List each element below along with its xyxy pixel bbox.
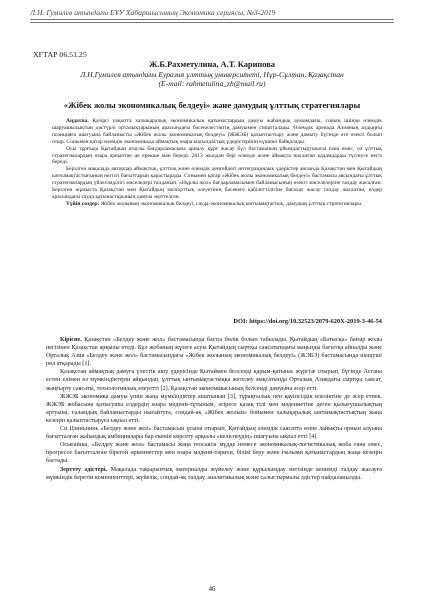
abstract-text: Берілген мақалада авторлар аймақтық, ұлттық және өлемдік деңгейдегі интеграциялық үдерістер аясында Қазақстан мен Қытайдың ынтымақтастығының негізгі бағыттарын қарастырады. Сонымен қатар «Жібек жолы экономикалық белдеуі» бастамасы аясындағы ұлттық стратегиялардың үйлесімділігі мәселелері талданып, «Нұрлы жол» бағдарламасымен байланысының өзекті мәселелеріне талдау жасалған. Берілген жұмыста Қазақстан мен Қытайдың экспорттық әлеуетінің бәсекеге қабілеттілігіне бағалау жасау талдау жасалған, елдер арасындағы сауда қатынастарының дамуы зерттелген. — [52, 166, 382, 200]
body-text: Қазақстан «Белдеу және жол» бастамасында басты бөлік болып табылады. Қытайдың «Батысқа» бағыр жолы негізінен Қазақстан арқылы өтеді. Бұл жобаның жүзеге асуы Қытайдың сыртқы саясатындағы маңызды бағытқа айналды және Орталық Азия «Белдеу және жол» бастамасындағы «Жібек жолының экономикалық белдеуі» (ЖЭБЭ) бастамасында шешуші рөл атқарады [1]. — [46, 337, 383, 368]
body-paragraph — [46, 368, 382, 392]
article-authors: Ж.Б.Рахметулина, А.Т. Карипова — [149, 60, 275, 69]
body-paragraph — [46, 466, 382, 482]
body-text: ЖЖЭБ экономика дамуы үшін жаңа мүмкіндіктер ашатынын [3], тұрақтылық пен қауіпсіздік өлеліктіне де әсер етпек. ЖЖЭБ жобасына қатысушы елдердің өзара мәдени-тұтыным, әсіресе қазақ тілі мен мәдениетіне деген қызығушылықтың артуына, ғаламдық байланыстарды нығайтуға, сондай-ақ «Жібек жолын» бойымен халықаралық ынтымақтастықтың жаңа кезеңін қалыптастыруға ықпал етті. — [46, 393, 382, 424]
article-body — [46, 336, 382, 482]
keywords-paragraph — [52, 201, 382, 208]
body-text: Мақалада тақырыптық материалды жүйелеу және құрылымдау негізінде кешенді талдау жасауға мүмкіндік беретін компоненттері, жүйелік, сондай-ақ талдау, аналитикалық және салыстырмалы әдістер пайдаланылды. — [46, 466, 382, 481]
header-rule — [30, 22, 394, 23]
article-title: «Жібек жолы экономикалық белдеуі» және дамудың ұлттық стратегиялары — [63, 100, 361, 110]
abstract-text: Қазіргі уақытта халықаралық экономикалық қатынастардың дамуы жаһандық аукымдағы, соның ішінде өлемдік шаруашылықтың дәстүрлі орталықтарының арасындағы бәсекелестіктің дамуымен сипатталады. Өлемдік аренада Азияның алдыңғы позицияға шығуына байланысты «Жібек жолы экономикалық белдеуі» (ЖЖЭБ) қалыптастыру және дамыту бүгінде өте өзекті болып отыр. Сонымен қатар өлемдік экономикада аймақтық өзара ықпалдастық үдерістерінің күшеюі байқалады. — [52, 118, 383, 145]
author-affiliation: Л.Н.Гумилев атындағы Еуразия ұлттық университеті, Нұр-Сұлтан, Қазақстан — [80, 70, 344, 79]
abstract — [52, 118, 382, 208]
page-number: 46 — [208, 586, 216, 593]
abstract-paragraph — [52, 146, 382, 167]
author-email: (E-mail: rahmetulina_zh@mail.ru) — [158, 79, 266, 88]
body-text: Осығайша, «Белдеу және жол» бастамасы жаңа геосаяси мүдде немесе экономикалық-логистикалық жоба ғана емес, прогрессе бағытталған бірегей өркениеттер мен өзара мәдени-тарихи, білім беру және ғылыми қатынастардың жаңа кезеңін бастады. — [46, 442, 382, 465]
abstract-paragraph — [52, 118, 382, 146]
body-paragraph — [46, 336, 382, 368]
article-classification: ХҒТАР 06.51.25 — [33, 50, 87, 59]
keywords-text: Жібек жолының экономикалық белдеуі, сауда-экономикалық ынтымақтастық, дамудың ұлттық стратегиялары. — [100, 200, 363, 207]
abstract-label: Аңдатпа. — [66, 118, 89, 124]
body-paragraph — [46, 425, 382, 441]
section-label: Кіріспе. — [60, 337, 82, 343]
abstract-text: Осы тұрғыда Қытайдың атаулы бағдарламасына арналу құрт жасау бүл бастаманың ұйымдастырушысы ғана емес, ол ұлттық стратегиялардың өзара әрекетіне де ерекше мән береді. 2013 жылдан бері өлемде және аймақта жасалған қадамдарды түсінуге негіз береді. — [52, 145, 382, 166]
body-text: Қазақстан аймақтық дамуға үлестік ашу үдерісінде Қытаймен белсенді қарым-қатынас жүргізе отырып, бүгінде Астана естен елімен өз мүмкіндіктерін айқындап, ұлттық ынтымақтастыққа жетелеу мақсатында Орталық Азиядағы сыртқы саясат, жаңғырту саясаты, технологиялық әлеуетті [2]. Қазақстан экономикасының белсенді дамуына әсер етті. — [46, 369, 382, 392]
author-affiliation-block — [0, 70, 424, 88]
body-paragraph — [46, 441, 382, 465]
section-label: Зерттеу әдістері. — [60, 466, 108, 473]
running-header: Л.Н. Гумилев атындағы ЕҰУ Хабаршысының Экономика сериясы, №3-2019 — [30, 8, 394, 20]
doi-link[interactable]: DOI: https://doi.org/10.32523/2079-620X-2019-3-46-54 — [233, 318, 382, 325]
body-paragraph — [46, 393, 382, 425]
body-text: Си Цзиньпинь «Белдеу және жол» бастамасын ұсына отырып, Қытайдың әлемдік саясатта өзіне лайықты орнын алуына бағытталған жаһандық амбициялары бар екенін көрсету арқылы «келіспеудің» шығуына ықпал етті [4]. — [46, 426, 382, 441]
abstract-paragraph — [52, 166, 382, 201]
keywords-label: Түйін сөздер: — [66, 200, 100, 207]
